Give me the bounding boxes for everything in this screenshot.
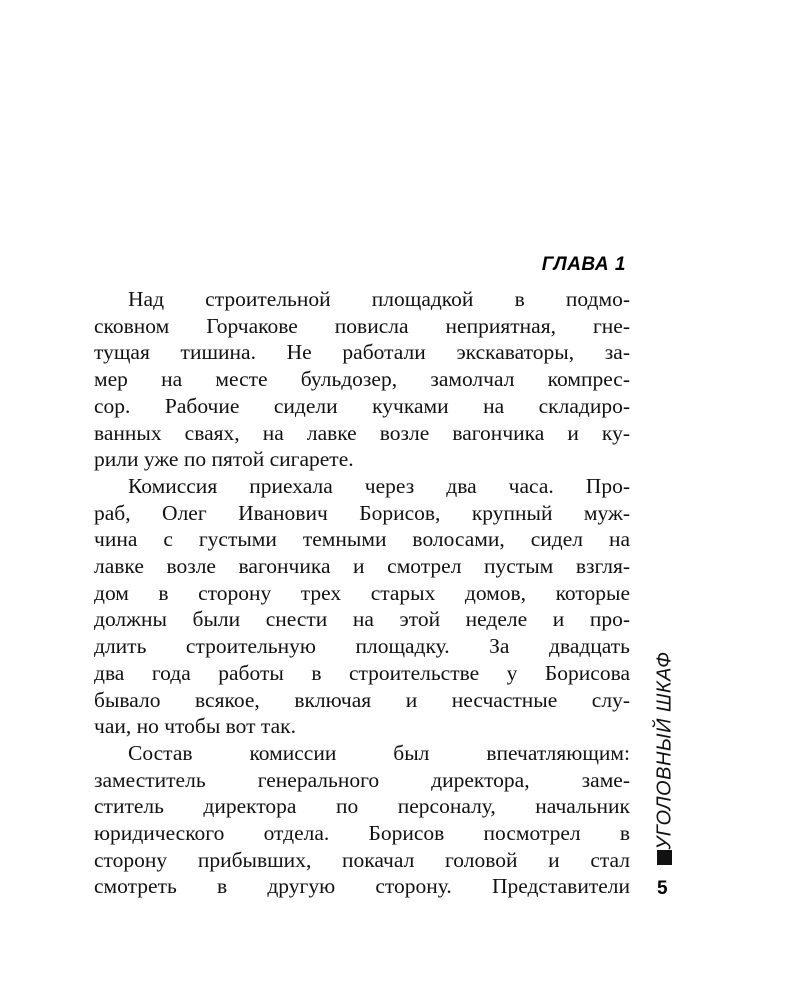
- text-line: Комиссия приехала через два часа. Про-: [128, 473, 630, 498]
- paragraph-1: [94, 286, 630, 473]
- text-line: ститель директора по персоналу, начальник: [94, 794, 630, 819]
- text-line: заместитель генерального директора, заме-: [94, 767, 630, 792]
- text-line: два года работы в строительстве у Борисова: [94, 660, 630, 685]
- text-line: сторону прибывших, покачал головой и стал: [94, 847, 630, 872]
- text-line: должны были снести на этой неделе и про-: [94, 607, 630, 632]
- text-line: Над строительной площадкой в подмо-: [128, 287, 630, 311]
- text-line: ванных сваях, на лавке возле вагончика и ку-: [94, 420, 630, 445]
- text-line: Состав комиссии был впечатляющим:: [128, 740, 630, 765]
- text-line: мер на месте бульдозер, замолчал компрес-: [94, 367, 630, 392]
- text-line: длить строительную площадку. За двадцать: [94, 634, 630, 659]
- text-line: чаи, но чтобы вот так.: [94, 714, 296, 739]
- black-square-marker: [657, 850, 672, 865]
- text-line: дом в сторону трех старых домов, которые: [94, 580, 630, 605]
- paragraph-2: [94, 473, 630, 740]
- chapter-heading: ГЛАВА 1: [541, 254, 626, 275]
- body-text: [94, 286, 630, 900]
- text-line: бывало всякое, включая и несчастные слу-: [94, 687, 630, 712]
- text-line: юридического отдела. Борисов посмотрел в: [94, 821, 630, 846]
- running-title: [648, 650, 682, 850]
- text-line: чина с густыми темными волосами, сидел на: [94, 527, 630, 552]
- running-title-text: УГОЛОВНЫЙ ШКАФ: [653, 650, 676, 850]
- text-line: сор. Рабочие сидели кучками на складиро-: [94, 393, 630, 418]
- text-line: раб, Олег Иванович Борисов, крупный муж-: [94, 500, 630, 525]
- text-line: рили уже по пятой сигарете.: [94, 447, 354, 472]
- paragraph-3: [94, 740, 630, 900]
- page-number: 5: [657, 878, 668, 899]
- text-line: лавке возле вагончика и смотрел пустым взгля-: [94, 554, 630, 579]
- text-line: смотреть в другую сторону. Представители: [94, 874, 630, 899]
- text-line: сковном Горчакове повисла неприятная, гне-: [94, 313, 630, 338]
- text-line: тущая тишина. Не работали экскаваторы, за-: [94, 340, 630, 365]
